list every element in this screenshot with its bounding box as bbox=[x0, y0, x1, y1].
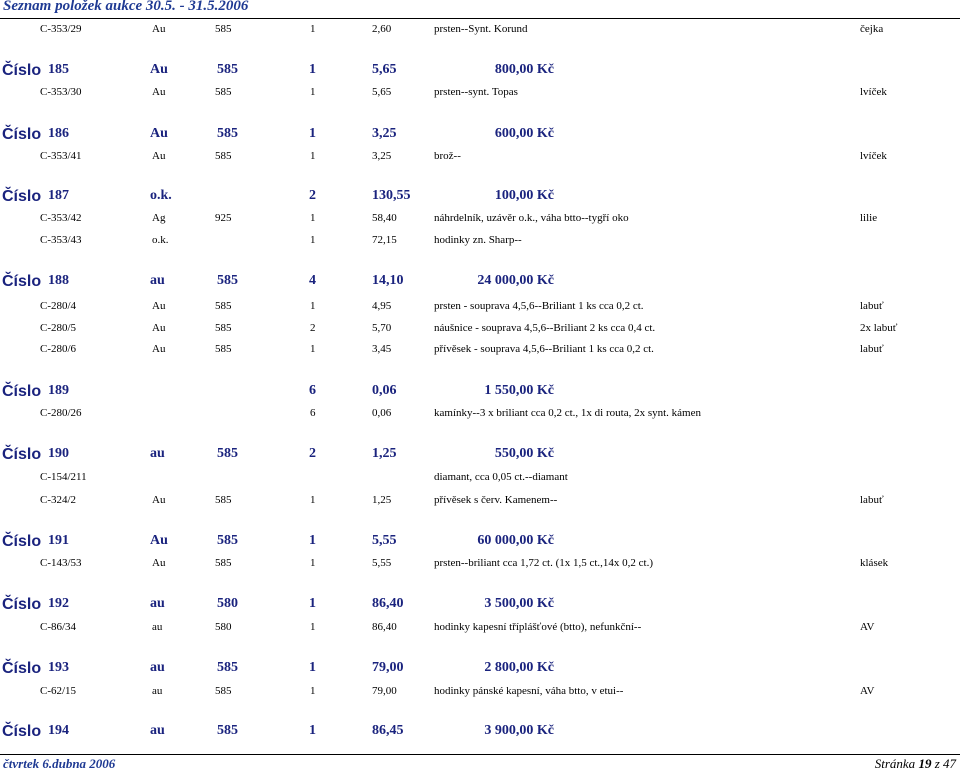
item-code: C-353/43 bbox=[40, 234, 82, 246]
item-mark: čejka bbox=[860, 23, 884, 35]
item-weight: 5,55 bbox=[372, 557, 392, 569]
item-row bbox=[0, 234, 960, 254]
lot-weight: 5,65 bbox=[372, 62, 397, 77]
item-desc: prsten - souprava 4,5,6--Briliant 1 ks cca 0,2 ct. bbox=[434, 300, 644, 312]
item-weight: 72,15 bbox=[372, 234, 397, 246]
lot-fineness: 585 bbox=[217, 723, 238, 738]
item-desc: náušnice - souprava 4,5,6--Briliant 2 ks cca 0,4 ct. bbox=[434, 322, 656, 334]
lot-price: 100,00 Kč bbox=[494, 188, 554, 203]
item-code: C-86/34 bbox=[40, 621, 77, 633]
footer-date: čtvrtek 6.dubna 2006 bbox=[3, 756, 116, 771]
footer-page-total: z 47 bbox=[934, 756, 956, 771]
footer-divider bbox=[0, 754, 960, 755]
lot-qty: 1 bbox=[309, 126, 316, 141]
item-row bbox=[0, 86, 960, 106]
item-weight: 79,00 bbox=[372, 685, 397, 697]
item-metal: au bbox=[152, 621, 163, 633]
lot-header-row bbox=[0, 596, 960, 616]
item-code: C-353/41 bbox=[40, 150, 82, 162]
lot-metal: Au bbox=[150, 126, 168, 141]
lot-header-row bbox=[0, 188, 960, 208]
lot-qty: 1 bbox=[309, 62, 316, 77]
lot-label: Číslo bbox=[2, 596, 42, 613]
item-code: C-280/5 bbox=[40, 322, 77, 334]
lot-qty: 1 bbox=[309, 660, 316, 675]
lot-label: Číslo bbox=[2, 533, 42, 550]
lot-price: 3 900,00 Kč bbox=[484, 723, 554, 738]
item-weight: 4,95 bbox=[372, 300, 392, 312]
lot-weight: 130,55 bbox=[372, 188, 411, 203]
lot-weight: 0,06 bbox=[372, 383, 397, 398]
item-mark: klásek bbox=[860, 557, 889, 569]
item-code: C-143/53 bbox=[40, 557, 82, 569]
lot-label: Číslo bbox=[2, 126, 42, 143]
lot-metal: au bbox=[150, 596, 165, 611]
lot-price: 800,00 Kč bbox=[494, 62, 554, 77]
lot-label: Číslo bbox=[2, 660, 42, 677]
lot-header-row bbox=[0, 273, 960, 293]
item-mark: AV bbox=[860, 685, 875, 697]
lot-num: 192 bbox=[48, 596, 69, 611]
item-weight: 5,70 bbox=[372, 322, 392, 334]
lot-header-row bbox=[0, 126, 960, 146]
lot-metal: Au bbox=[150, 533, 168, 548]
lot-weight: 14,10 bbox=[372, 273, 404, 288]
lot-label: Číslo bbox=[2, 383, 42, 400]
item-mark: 2x labuť bbox=[860, 322, 898, 334]
lot-num: 193 bbox=[48, 660, 69, 675]
item-fineness: 585 bbox=[215, 322, 232, 334]
item-mark: lilie bbox=[860, 212, 878, 224]
lot-qty: 4 bbox=[309, 273, 316, 288]
item-qty: 6 bbox=[310, 407, 316, 419]
lot-num: 188 bbox=[48, 273, 69, 288]
lot-header-row bbox=[0, 446, 960, 466]
item-metal: Au bbox=[152, 300, 166, 312]
lot-fineness: 585 bbox=[217, 126, 238, 141]
item-code: C-62/15 bbox=[40, 685, 77, 697]
lot-fineness: 585 bbox=[217, 533, 238, 548]
lot-num: 189 bbox=[48, 383, 69, 398]
item-row bbox=[0, 685, 960, 705]
item-desc: prsten--synt. Topas bbox=[434, 86, 518, 98]
item-fineness: 925 bbox=[215, 212, 232, 224]
item-metal: o.k. bbox=[152, 234, 169, 246]
item-desc: diamant, cca 0,05 ct.--diamant bbox=[434, 471, 568, 483]
lot-price: 3 500,00 Kč bbox=[484, 596, 554, 611]
item-code: C-280/26 bbox=[40, 407, 82, 419]
item-row bbox=[0, 150, 960, 170]
lot-label: Číslo bbox=[2, 188, 42, 205]
item-weight: 2,60 bbox=[372, 23, 392, 35]
lot-label: Číslo bbox=[2, 723, 42, 740]
item-desc: brož-- bbox=[434, 150, 461, 162]
item-code: C-324/2 bbox=[40, 494, 77, 506]
item-code: C-353/30 bbox=[40, 86, 82, 98]
item-fineness: 585 bbox=[215, 150, 232, 162]
lot-header-row bbox=[0, 383, 960, 403]
lot-weight: 86,40 bbox=[372, 596, 404, 611]
lot-fineness: 585 bbox=[217, 660, 238, 675]
item-qty: 1 bbox=[310, 343, 316, 355]
item-code: C-280/6 bbox=[40, 343, 77, 355]
item-code: C-154/211 bbox=[40, 471, 87, 483]
item-qty: 1 bbox=[310, 150, 316, 162]
item-metal: Au bbox=[152, 322, 166, 334]
item-row bbox=[0, 300, 960, 320]
lot-qty: 1 bbox=[309, 533, 316, 548]
lot-price: 1 550,00 Kč bbox=[484, 383, 554, 398]
lot-weight: 5,55 bbox=[372, 533, 397, 548]
item-metal: Au bbox=[152, 150, 166, 162]
item-fineness: 585 bbox=[215, 494, 232, 506]
lot-num: 194 bbox=[48, 723, 69, 738]
item-row bbox=[0, 621, 960, 641]
lot-price: 550,00 Kč bbox=[494, 446, 554, 461]
item-code: C-353/42 bbox=[40, 212, 82, 224]
header-divider bbox=[0, 18, 960, 19]
lot-qty: 1 bbox=[309, 723, 316, 738]
lot-metal: au bbox=[150, 446, 165, 461]
lot-price: 60 000,00 Kč bbox=[477, 533, 554, 548]
item-qty: 1 bbox=[310, 300, 316, 312]
footer-page bbox=[875, 756, 956, 772]
footer-page-label: Stránka bbox=[874, 756, 916, 771]
item-desc: hodinky zn. Sharp-- bbox=[434, 234, 522, 246]
item-mark: AV bbox=[860, 621, 875, 633]
lot-num: 187 bbox=[48, 188, 69, 203]
item-mark: lvíček bbox=[860, 150, 887, 162]
lot-fineness: 585 bbox=[217, 273, 238, 288]
lot-metal: au bbox=[150, 660, 165, 675]
item-qty: 1 bbox=[310, 621, 316, 633]
lot-metal: Au bbox=[150, 62, 168, 77]
item-row bbox=[0, 322, 960, 342]
lot-qty: 1 bbox=[309, 596, 316, 611]
item-weight: 0,06 bbox=[372, 407, 392, 419]
item-row bbox=[0, 494, 960, 514]
item-row bbox=[0, 23, 960, 43]
item-desc: kamínky--3 x briliant cca 0,2 ct., 1x di routa, 2x synt. kámen bbox=[434, 407, 701, 419]
lot-fineness: 580 bbox=[217, 596, 238, 611]
lot-num: 186 bbox=[48, 126, 69, 141]
item-row bbox=[0, 343, 960, 363]
item-row bbox=[0, 212, 960, 232]
item-weight: 3,25 bbox=[372, 150, 392, 162]
item-metal: Au bbox=[152, 86, 166, 98]
lot-weight: 1,25 bbox=[372, 446, 397, 461]
item-weight: 1,25 bbox=[372, 494, 392, 506]
item-qty: 1 bbox=[310, 212, 316, 224]
item-qty: 1 bbox=[310, 86, 316, 98]
item-mark: lvíček bbox=[860, 86, 887, 98]
item-weight: 86,40 bbox=[372, 621, 397, 633]
item-weight: 3,45 bbox=[372, 343, 392, 355]
page-title: Seznam položek aukce 30.5. - 31.5.2006 bbox=[3, 0, 249, 14]
item-metal: Au bbox=[152, 494, 166, 506]
lot-header-row bbox=[0, 533, 960, 553]
item-code: C-353/29 bbox=[40, 23, 82, 35]
lot-price: 24 000,00 Kč bbox=[477, 273, 554, 288]
item-row bbox=[0, 407, 960, 427]
item-fineness: 580 bbox=[215, 621, 232, 633]
lot-qty: 2 bbox=[309, 446, 316, 461]
item-fineness: 585 bbox=[215, 300, 232, 312]
item-mark: labuť bbox=[860, 300, 884, 312]
footer-page-number: 19 bbox=[918, 756, 932, 771]
item-mark: labuť bbox=[860, 494, 884, 506]
lot-metal: au bbox=[150, 273, 165, 288]
item-desc: hodinky pánské kapesní, váha btto, v etui-- bbox=[434, 685, 624, 697]
item-fineness: 585 bbox=[215, 86, 232, 98]
item-qty: 2 bbox=[310, 322, 316, 334]
item-desc: přívěsek s červ. Kamenem-- bbox=[434, 494, 558, 506]
lot-header-row bbox=[0, 723, 960, 743]
lot-fineness: 585 bbox=[217, 446, 238, 461]
item-qty: 1 bbox=[310, 23, 316, 35]
item-desc: prsten--Synt. Korund bbox=[434, 23, 528, 35]
item-desc: přívěsek - souprava 4,5,6--Briliant 1 ks cca 0,2 ct. bbox=[434, 343, 654, 355]
lot-num: 190 bbox=[48, 446, 69, 461]
lot-metal: o.k. bbox=[150, 188, 172, 203]
item-fineness: 585 bbox=[215, 343, 232, 355]
item-metal: Au bbox=[152, 557, 166, 569]
lot-metal: au bbox=[150, 723, 165, 738]
lot-price: 2 800,00 Kč bbox=[484, 660, 554, 675]
lot-label: Číslo bbox=[2, 446, 42, 463]
item-qty: 1 bbox=[310, 685, 316, 697]
item-weight: 58,40 bbox=[372, 212, 397, 224]
lot-fineness: 585 bbox=[217, 62, 238, 77]
lot-header-row bbox=[0, 62, 960, 82]
item-metal: au bbox=[152, 685, 163, 697]
item-qty: 1 bbox=[310, 557, 316, 569]
lot-header-row bbox=[0, 660, 960, 680]
lot-num: 185 bbox=[48, 62, 69, 77]
item-desc: prsten--briliant cca 1,72 ct. (1x 1,5 ct.,14x 0,2 ct.) bbox=[434, 557, 654, 569]
item-metal: Au bbox=[152, 23, 166, 35]
item-mark: labuť bbox=[860, 343, 884, 355]
item-fineness: 585 bbox=[215, 557, 232, 569]
item-row bbox=[0, 471, 960, 491]
item-fineness: 585 bbox=[215, 23, 232, 35]
item-qty: 1 bbox=[310, 494, 316, 506]
item-code: C-280/4 bbox=[40, 300, 77, 312]
lot-label: Číslo bbox=[2, 273, 42, 290]
lot-qty: 6 bbox=[309, 383, 316, 398]
item-metal: Au bbox=[152, 343, 166, 355]
item-weight: 5,65 bbox=[372, 86, 392, 98]
lot-label: Číslo bbox=[2, 62, 42, 79]
lot-weight: 86,45 bbox=[372, 723, 404, 738]
lot-qty: 2 bbox=[309, 188, 316, 203]
item-desc: náhrdelník, uzávěr o.k., váha btto--tygří oko bbox=[434, 212, 629, 224]
item-fineness: 585 bbox=[215, 685, 232, 697]
item-desc: hodinky kapesní tříplášťové (btto), nefunkční-- bbox=[434, 621, 642, 633]
lot-price: 600,00 Kč bbox=[494, 126, 554, 141]
item-metal: Ag bbox=[152, 212, 166, 224]
lot-num: 191 bbox=[48, 533, 69, 548]
item-row bbox=[0, 557, 960, 577]
item-qty: 1 bbox=[310, 234, 316, 246]
lot-weight: 79,00 bbox=[372, 660, 404, 675]
lot-weight: 3,25 bbox=[372, 126, 397, 141]
